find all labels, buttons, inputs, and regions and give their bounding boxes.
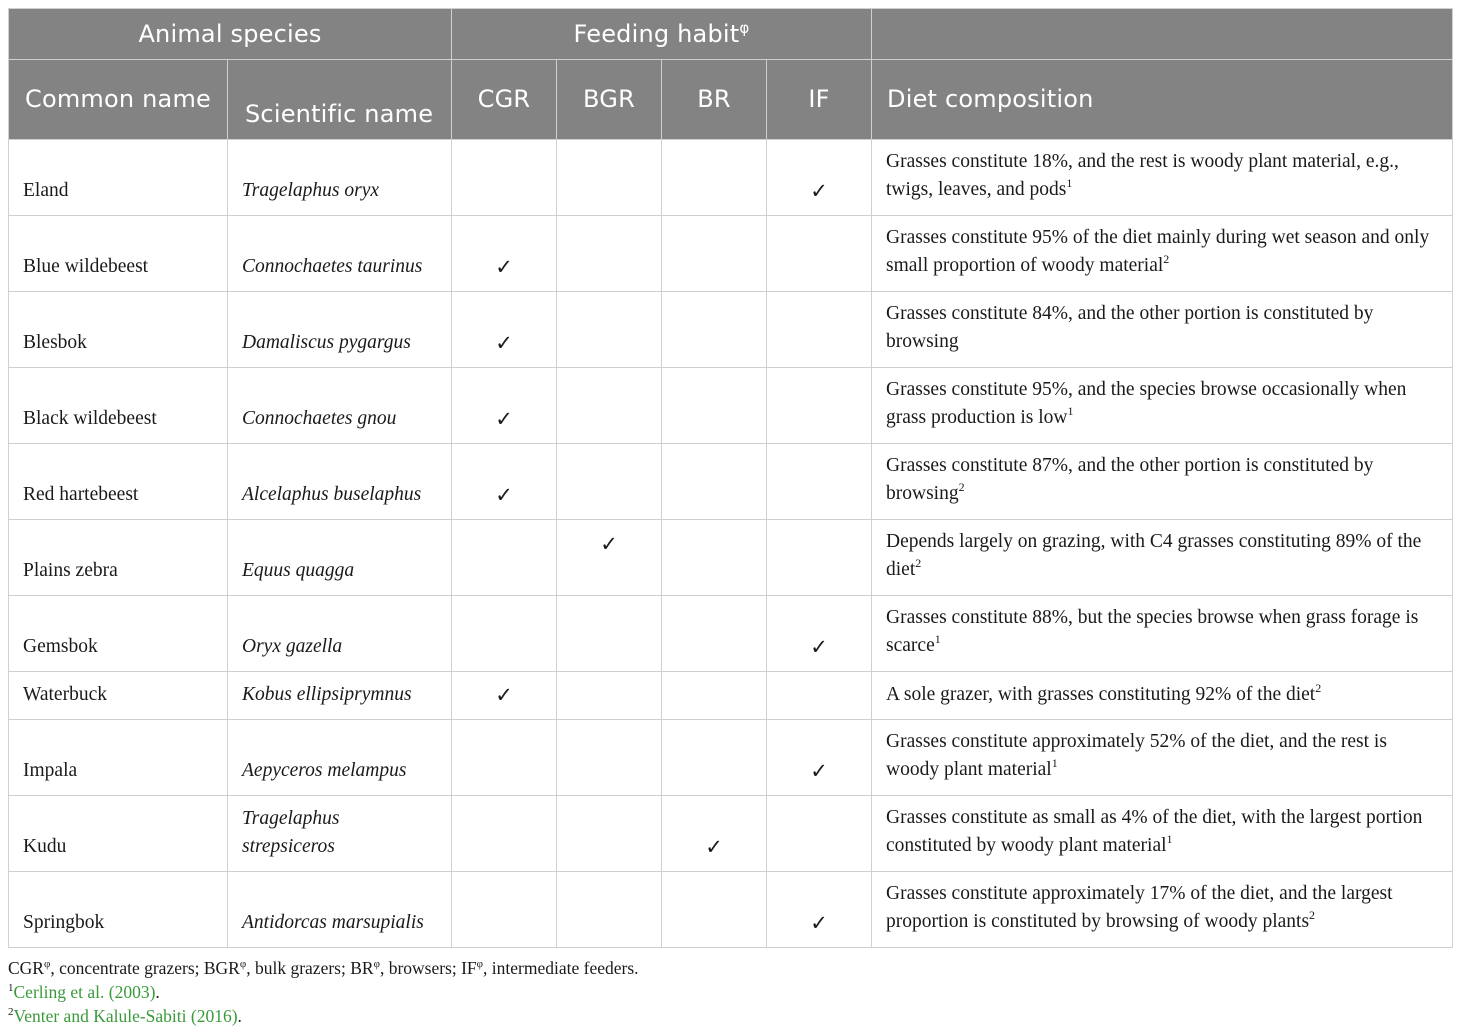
- common-name-cell: Gemsbok: [9, 596, 228, 672]
- habit-cell-br: [662, 796, 767, 872]
- common-name-cell: Black wildebeest: [9, 368, 228, 444]
- diet-composition-cell: [872, 520, 1453, 596]
- habit-cell-cgr: [452, 872, 557, 948]
- abbrev-term: CGR: [8, 958, 44, 978]
- header-feeding-habit: Feeding habit$^\varphi$: [452, 9, 872, 60]
- scientific-name-cell: Kobus ellipsiprymnus: [228, 672, 452, 720]
- table-footnotes: [8, 956, 1452, 1028]
- reference-superscript: 2: [958, 480, 965, 494]
- common-name-cell: Eland: [9, 140, 228, 216]
- habit-cell-if: [767, 444, 872, 520]
- scientific-name-cell: Alcelaphus buselaphus: [228, 444, 452, 520]
- header-diet-composition: Diet composition: [872, 60, 1453, 140]
- phi-superscript: φ: [373, 958, 380, 970]
- habit-cell-cgr: [452, 520, 557, 596]
- habit-cell-if: [767, 368, 872, 444]
- diet-composition-cell: [872, 672, 1453, 720]
- habit-cell-if: [767, 672, 872, 720]
- diet-composition-cell: [872, 216, 1453, 292]
- check-mark-icon: ✓: [705, 835, 723, 859]
- abbrev-term: BGR: [203, 958, 240, 978]
- habit-cell-cgr: [452, 368, 557, 444]
- reference-superscript: 2: [1315, 681, 1322, 695]
- table-body: [9, 140, 1453, 948]
- diet-composition-cell: [872, 872, 1453, 948]
- diet-text: Grasses constitute approximately 52% of the diet, and the rest is woody plant material: [886, 731, 1387, 780]
- diet-text: Grasses constitute 95%, and the species browse occasionally when grass production is low: [886, 379, 1407, 428]
- habit-cell-bgr: [557, 216, 662, 292]
- reference-note-2: $^2$Venter and Kalule-Sabiti (2016).: [8, 1006, 242, 1026]
- abbrev-description: , intermediate feeders.: [483, 958, 639, 978]
- check-mark-icon: ✓: [495, 255, 513, 279]
- table-row: [9, 140, 1453, 216]
- scientific-name-cell: Damaliscus pygargus: [228, 292, 452, 368]
- habit-cell-cgr: [452, 216, 557, 292]
- habit-cell-bgr: [557, 520, 662, 596]
- abbrev-term: BR: [350, 958, 374, 978]
- habit-cell-bgr: [557, 872, 662, 948]
- phi-superscript: φ: [43, 958, 51, 970]
- phi-superscript: φ: [476, 958, 484, 970]
- reference-superscript: 1: [1067, 404, 1074, 418]
- diet-text: Grasses constitute 18%, and the rest is woody plant material, e.g., twigs, leaves, and pods: [886, 151, 1399, 200]
- phi-superscript: φ: [239, 958, 247, 970]
- habit-cell-br: [662, 872, 767, 948]
- common-name-cell: Kudu: [9, 796, 228, 872]
- check-mark-icon: ✓: [495, 407, 513, 431]
- abbrev-description: , browsers;: [379, 958, 462, 978]
- habit-cell-if: [767, 596, 872, 672]
- habit-cell-br: [662, 444, 767, 520]
- habit-cell-cgr: [452, 720, 557, 796]
- habit-cell-bgr: [557, 368, 662, 444]
- table-row: [9, 444, 1453, 520]
- diet-composition-cell: [872, 444, 1453, 520]
- header-if: IF: [767, 60, 872, 140]
- habit-cell-br: [662, 672, 767, 720]
- habit-cell-if: [767, 872, 872, 948]
- diet-text: Grasses constitute 95% of the diet mainly during wet season and only small proportion of woody material: [886, 227, 1430, 276]
- habit-cell-br: [662, 140, 767, 216]
- header-blank: [872, 9, 1453, 60]
- habit-cell-br: [662, 368, 767, 444]
- common-name-cell: Blue wildebeest: [9, 216, 228, 292]
- habit-cell-if: [767, 796, 872, 872]
- header-animal-species: Animal species: [9, 9, 452, 60]
- reference-note-1: $^1$Cerling et al. (2003).: [8, 982, 160, 1002]
- habit-cell-bgr: [557, 672, 662, 720]
- table-row: [9, 872, 1453, 948]
- diet-composition-cell: [872, 796, 1453, 872]
- header-cgr: CGR: [452, 60, 557, 140]
- scientific-name-cell: Oryx gazella: [228, 596, 452, 672]
- habit-cell-if: [767, 292, 872, 368]
- abbrev-term: IF: [461, 958, 477, 978]
- diet-composition-cell: [872, 292, 1453, 368]
- diet-text: Grasses constitute 84%, and the other portion is constituted by browsing: [886, 303, 1374, 352]
- reference-superscript: 1: [1166, 832, 1173, 846]
- feeding-habit-table: [8, 8, 1453, 948]
- diet-text: Grasses constitute as small as 4% of the diet, with the largest portion constituted by woody plant material: [886, 807, 1423, 856]
- habit-cell-bgr: [557, 140, 662, 216]
- table-row: [9, 596, 1453, 672]
- habit-cell-if: [767, 216, 872, 292]
- scientific-name-cell: Antidorcas marsupialis: [228, 872, 452, 948]
- habit-cell-cgr: [452, 796, 557, 872]
- habit-cell-cgr: [452, 140, 557, 216]
- check-mark-icon: ✓: [495, 483, 513, 507]
- table-row: [9, 720, 1453, 796]
- diet-text: Grasses constitute approximately 17% of the diet, and the largest proportion is constituted by browsing of woody plants: [886, 883, 1393, 932]
- diet-text: Depends largely on grazing, with C4 grasses constituting 89% of the diet: [886, 531, 1422, 580]
- header-bgr: BGR: [557, 60, 662, 140]
- scientific-name-cell: Connochaetes taurinus: [228, 216, 452, 292]
- reference-superscript: 1: [1066, 176, 1073, 190]
- check-mark-icon: ✓: [810, 759, 828, 783]
- check-mark-icon: ✓: [495, 683, 513, 707]
- common-name-cell: Waterbuck: [9, 672, 228, 720]
- check-mark-icon: ✓: [810, 635, 828, 659]
- check-mark-icon: ✓: [810, 179, 828, 203]
- table-row: [9, 672, 1453, 720]
- habit-cell-br: [662, 216, 767, 292]
- diet-text: Grasses constitute 88%, but the species browse when grass forage is scarce: [886, 607, 1419, 656]
- habit-cell-if: [767, 140, 872, 216]
- habit-cell-bgr: [557, 720, 662, 796]
- check-mark-icon: ✓: [495, 331, 513, 355]
- habit-cell-br: [662, 292, 767, 368]
- header-br: BR: [662, 60, 767, 140]
- scientific-name-cell: Connochaetes gnou: [228, 368, 452, 444]
- common-name-cell: Impala: [9, 720, 228, 796]
- habit-cell-bgr: [557, 444, 662, 520]
- common-name-cell: Red hartebeest: [9, 444, 228, 520]
- table-row: [9, 796, 1453, 872]
- reference-superscript: 2: [915, 556, 922, 570]
- table-row: [9, 368, 1453, 444]
- scientific-name-cell: Tragelaphus strepsiceros: [228, 796, 452, 872]
- reference-superscript: 2: [1309, 908, 1316, 922]
- header-common-name: Common name: [9, 60, 228, 140]
- common-name-cell: Springbok: [9, 872, 228, 948]
- reference-superscript: 1: [1051, 756, 1058, 770]
- reference-link-2[interactable]: Venter and Kalule-Sabiti (2016): [13, 1006, 238, 1026]
- habit-cell-cgr: [452, 444, 557, 520]
- table-row: [9, 520, 1453, 596]
- habit-cell-if: [767, 520, 872, 596]
- common-name-cell: Blesbok: [9, 292, 228, 368]
- check-mark-icon: ✓: [600, 532, 618, 556]
- habit-cell-br: [662, 596, 767, 672]
- header-scientific-name: Scientific name: [228, 60, 452, 140]
- table-header: [9, 9, 1453, 140]
- habit-cell-if: [767, 720, 872, 796]
- diet-composition-cell: [872, 368, 1453, 444]
- table-row: [9, 292, 1453, 368]
- habit-cell-br: [662, 520, 767, 596]
- table-row: [9, 216, 1453, 292]
- abbrev-description: , bulk grazers;: [246, 958, 351, 978]
- habit-cell-br: [662, 720, 767, 796]
- abbrev-description: , concentrate grazers;: [50, 958, 204, 978]
- scientific-name-cell: Aepyceros melampus: [228, 720, 452, 796]
- diet-composition-cell: [872, 720, 1453, 796]
- scientific-name-cell: Equus quagga: [228, 520, 452, 596]
- habit-cell-bgr: [557, 796, 662, 872]
- diet-text: Grasses constitute 87%, and the other portion is constituted by browsing: [886, 455, 1374, 504]
- reference-superscript: 2: [1163, 252, 1170, 266]
- habit-cell-cgr: [452, 292, 557, 368]
- check-mark-icon: ✓: [810, 911, 828, 935]
- diet-composition-cell: [872, 596, 1453, 672]
- habit-cell-cgr: [452, 596, 557, 672]
- habit-cell-bgr: [557, 292, 662, 368]
- reference-link-1[interactable]: Cerling et al. (2003): [13, 982, 156, 1002]
- common-name-cell: Plains zebra: [9, 520, 228, 596]
- diet-composition-cell: [872, 140, 1453, 216]
- habit-cell-cgr: [452, 672, 557, 720]
- scientific-name-cell: Tragelaphus oryx: [228, 140, 452, 216]
- reference-superscript: 1: [934, 632, 941, 646]
- abbreviation-note: [8, 956, 1452, 980]
- diet-text: A sole grazer, with grasses constituting 92% of the diet: [886, 684, 1316, 705]
- habit-cell-bgr: [557, 596, 662, 672]
